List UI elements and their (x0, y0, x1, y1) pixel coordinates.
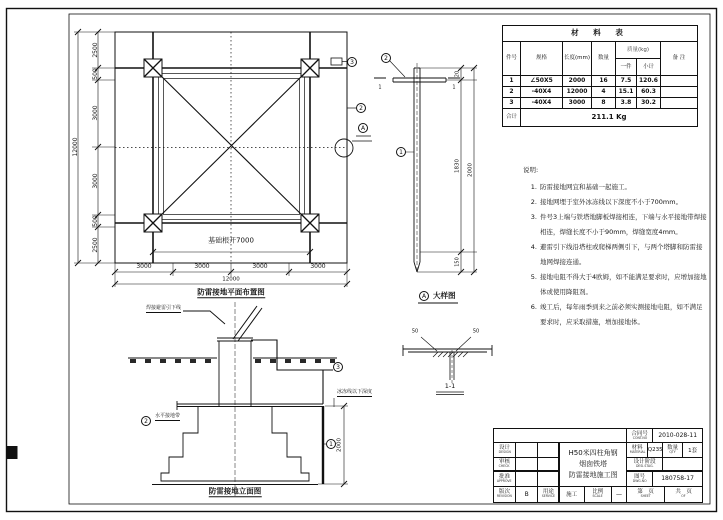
notes-title: 说明: (523, 166, 539, 174)
table-row (503, 98, 698, 109)
dim-left-2: 500 (92, 68, 99, 80)
rod-dim-total: 2000 (467, 163, 474, 177)
col-header-note: 备 注 (661, 42, 698, 76)
service-value: 施工 (559, 486, 585, 503)
elev-callout-2: 2 (141, 416, 151, 426)
note-text: 竣工后，每年雨季到来之前必须实测接地电阻，如不满足要求时，应采取措施，增加接地体。 (540, 303, 703, 326)
col-header-sub: 小计 (637, 59, 661, 76)
cell-one: 15.1 (616, 87, 637, 98)
cell-no: 1 (503, 76, 521, 87)
qty-value: 1套 (682, 442, 703, 458)
rod-dim-bottom: 150 (454, 257, 461, 267)
note-text: 接地网埋于室外冰冻线以下深度不小于700mm。 (540, 198, 683, 206)
dim-left-1: 2500 (92, 42, 99, 58)
section-mark-left: 1 (378, 84, 382, 91)
plan-callout-3: 3 (347, 57, 357, 67)
total-label: 合计 (503, 109, 521, 127)
section-caption: 1-1 (444, 381, 456, 390)
approve-label: 批准 APPROVE (493, 471, 516, 487)
rod-caption: 大样图 (433, 291, 456, 300)
dim-left-5: 500 (92, 215, 99, 227)
cell-len: 12000 (563, 87, 592, 98)
cell-note (661, 76, 698, 87)
dim-bottom-3: 3000 (252, 263, 268, 270)
cell-one: 3.8 (616, 98, 637, 109)
fold-mark (7, 446, 18, 459)
col-header-length: 长度(mm) (563, 42, 592, 76)
note-item: 1. 防雷接地网宜和基础一起施工。 (523, 180, 707, 195)
dim-left-3: 3000 (92, 105, 99, 121)
plan-root-open-label: 基础根开7000 (208, 236, 254, 245)
sheet-label: 第 页 SHEET (626, 486, 665, 503)
cell-no: 2 (503, 87, 521, 98)
note-item: 2. 接地网埋于室外冰冻线以下深度不小于700mm。 (523, 195, 707, 210)
note-item: 3. 件号3上端与铁塔地脚板焊接相连，下端与水平接地带焊接相连，焊缝长度不小于90mm，焊缝宽度4mm。 (523, 210, 707, 240)
note-item: 4. 避雷引下线沿塔柱或爬梯两侧引下，与两个塔脚和防雷接地网焊接连通。 (523, 240, 707, 270)
revision-value: B (515, 486, 538, 503)
weld-label-right: 50 (472, 328, 480, 335)
plan-caption: 防雷接地平面布置图 (197, 287, 265, 297)
plan-callout-2: 2 (356, 103, 366, 113)
cell-sub: 120.6 (637, 76, 661, 87)
cell-qty: 16 (592, 76, 616, 87)
plan-detail-marker-A: A (358, 123, 368, 133)
contract-no: 2010-028-11 (652, 428, 703, 443)
rod-dim-top: 20 (454, 70, 461, 78)
rod-caption-letter: A (419, 291, 429, 301)
qty-label: 数量 QTY (662, 442, 683, 458)
cell-sub: 30.2 (637, 98, 661, 109)
material-label: 材料 MATERIAL (626, 442, 648, 458)
note-item: 6. 竣工后，每年雨季到来之前必须实测接地电阻，如不满足要求时，应采取措施，增加接地体。 (523, 300, 707, 330)
of-label: 共 页 OF (664, 486, 703, 503)
dim-bottom-total: 12000 (222, 276, 240, 283)
note-text: 接地电阻不得大于4欧姆，如不能满足要求时，应增加接地体或使用降阻剂。 (540, 273, 707, 296)
table-row (503, 87, 698, 98)
col-header-mass: 质量(kg) (616, 42, 661, 59)
check-label: 审核 CHECK (493, 457, 516, 471)
cell-len: 2000 (563, 76, 592, 87)
project-title: H50米四柱角钢 烟囱铁塔 防雷接地施工图 (559, 442, 628, 486)
note-item: 5. 接地电阻不得大于4欧姆，如不能满足要求时，应增加接地体或使用降阻剂。 (523, 270, 707, 300)
col-header-qty: 数量 (592, 42, 616, 76)
service-label: 用途 SERVICE (537, 486, 559, 503)
design-label: 设计 DESIGN (493, 442, 516, 458)
frost-line-label: 冰冻线以下深度 (337, 389, 373, 395)
stage-label: 设计阶段 DESI.STAG. (626, 457, 663, 471)
elev-callout-3: 3 (333, 362, 343, 372)
material-value: Q235 (647, 442, 663, 458)
contract-label: 合同号 CONT.NO (626, 428, 653, 443)
cell-qty: 8 (592, 98, 616, 109)
cell-note (661, 98, 698, 109)
note-text: 件号3上端与铁塔地脚板焊接相连，下端与水平接地带焊接相连，焊缝长度不小于90mm，焊缝宽度4mm。 (540, 213, 707, 236)
down-conductor-label: 焊接避雷引下线 (146, 305, 182, 311)
rod-callout-1: 1 (396, 147, 406, 157)
dwg-no: 180758-17 (652, 471, 703, 487)
material-table-title: 材 料 表 (503, 26, 698, 42)
section-mark-right: 1 (452, 84, 456, 91)
cell-len: 3000 (563, 98, 592, 109)
col-header-spec: 规格 (521, 42, 563, 76)
elev-rod-dim: 2000 (336, 438, 343, 452)
elev-callout-1: 1 (326, 439, 336, 449)
scale-value: — (611, 486, 628, 503)
dim-bottom-2: 3000 (194, 263, 210, 270)
cell-no: 3 (503, 98, 521, 109)
dim-bottom-4: 3000 (310, 263, 326, 270)
cell-spec: -40X4 (521, 87, 563, 98)
dim-left-4: 3000 (92, 173, 99, 189)
scale-label: 比例 SCALE (584, 486, 612, 503)
horizontal-strap-label: 水平接地带 (155, 413, 181, 419)
rod-dim-mid: 1830 (454, 159, 461, 173)
cell-one: 7.5 (616, 76, 637, 87)
weld-label-left: 50 (411, 328, 419, 335)
rod-callout-2: 2 (381, 53, 391, 63)
material-table (502, 25, 698, 127)
dim-bottom-1: 3000 (136, 263, 152, 270)
elevation-caption: 防雷接地立面图 (208, 486, 262, 496)
table-row (503, 76, 698, 87)
dim-left-6: 2500 (92, 237, 99, 253)
col-header-one: 一件 (616, 59, 637, 76)
dwg-label: 图号 DWG.NO (626, 471, 653, 487)
note-text: 避雷引下线沿塔柱或爬梯两侧引下，与两个塔脚和防雷接地网焊接连通。 (540, 243, 703, 266)
cell-spec: ∠50X5 (521, 76, 563, 87)
note-text: 防雷接地网宜和基础一起施工。 (540, 183, 631, 191)
cell-qty: 4 (592, 87, 616, 98)
total-value: 211.1 Kg (521, 109, 698, 127)
cell-sub: 60.3 (637, 87, 661, 98)
cell-spec: -40X4 (521, 98, 563, 109)
col-header-no: 件号 (503, 42, 521, 76)
dim-left-total: 12000 (72, 137, 79, 157)
notes-block (523, 163, 707, 330)
revision-label: 版次 REVISION (493, 486, 516, 503)
cell-note (661, 87, 698, 98)
